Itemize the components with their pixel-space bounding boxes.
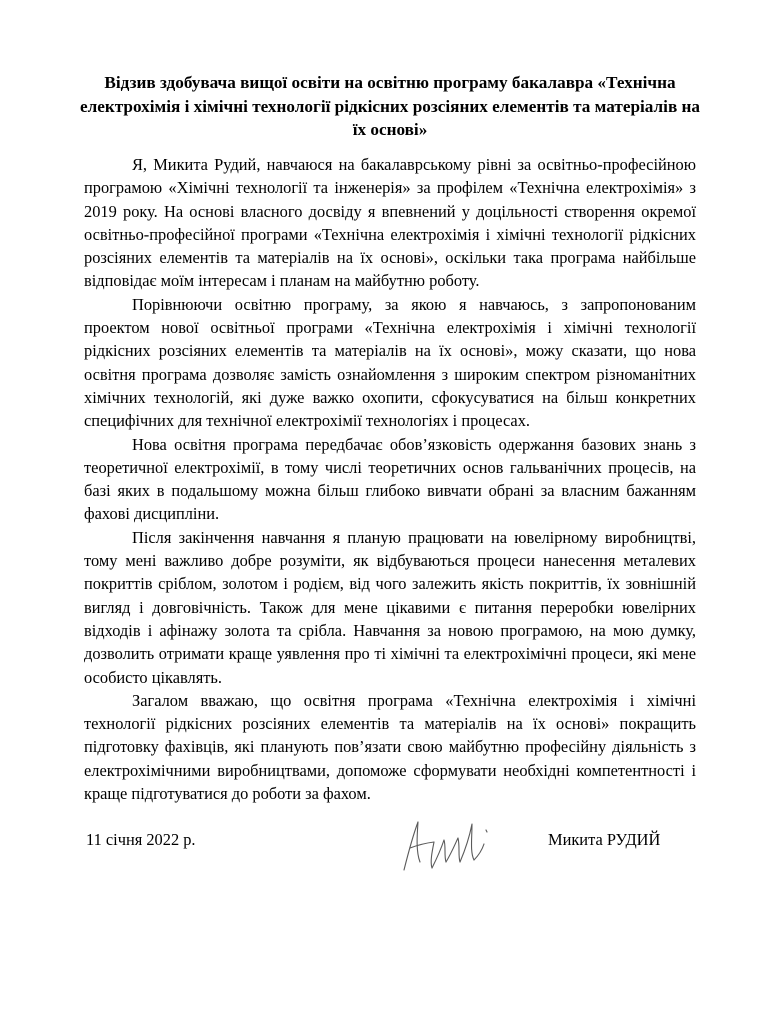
paragraph-4: Після закінчення навчання я планую працювати на ювелірному виробництві, тому мені важливо добре розуміти, як відбуваються процеси нанесення металевих покриттів сріблом, золотом і родієм, від чого залежить якість покриттів, їх зовнішній вигляд і довговічність. Також для мене цікавими є питання переробки ювелірних відходів і афінажу золота та срібла. Навчання за новою програмою, на мою думку, дозволить отримати краще уявлення про ті хімічні та електрохімічні процеси, які мене особисто цікавлять. [84, 527, 696, 687]
document-title: Відзив здобувача вищої освіти на освітню програму бакалавра «Технічна електрохімія і хімічні технології рідкісних розсіяних елементів та матеріалів на їх основі» [79, 73, 701, 139]
paragraph-2: Порівнюючи освітню програму, за якою я навчаюсь, з запропонованим проектом нової освітньої програми «Технічна електрохімія і хімічні технології рідкісних розсіяних елементів та матеріалів на їх основі», можу сказати, що нова освітня програма дозволяє замість ознайомлення з широким спектром різноманітних хімічних технологій, які дуже важко охопити, сфокусуватися на більш конкретних специфічних для технічної електрохімії технологіях і процесах. [84, 294, 696, 431]
paragraph-1: Я, Микита Рудий, навчаюся на бакалаврському рівні за освітньо-професійною програмою «Хімічні технології та інженерія» за профілем «Технічна електрохімія» з 2019 року. На основі власного досвіду я впевнений у доцільності створення окремої освітньо-професійної програми «Технічна електрохімія і хімічні технології рідкісних розсіяних елементів та матеріалів на їх основі», оскільки така програма найбільше відповідає моїм інтересам і планам на майбутню роботу. [84, 155, 696, 291]
signatory-name: Микита РУДИЙ [548, 830, 661, 849]
paragraph-3: Нова освітня програма передбачає обов’язковість одержання базових знань з теоретичної електрохімії, в тому числі теоретичних основ гальванічних процесів, на базі яких в подальшому можна більш глибоко вивчати обрані за власним бажанням фахові дисципліни. [84, 434, 696, 524]
signature-date: 11 січня 2022 р. [86, 830, 196, 849]
document-body [84, 153, 696, 805]
handwritten-signature [396, 812, 492, 878]
paragraph-5: Загалом вважаю, що освітня програма «Технічна електрохімія і хімічні технології рідкісних розсіяних елементів та матеріалів на їх основі» покращить підготовку фахівців, які планують пов’язати свою майбутню професійну діяльність з електрохімічними виробництвами, допоможе сформувати необхідні компетентності і краще підготуватися до роботи за фахом. [84, 690, 696, 804]
